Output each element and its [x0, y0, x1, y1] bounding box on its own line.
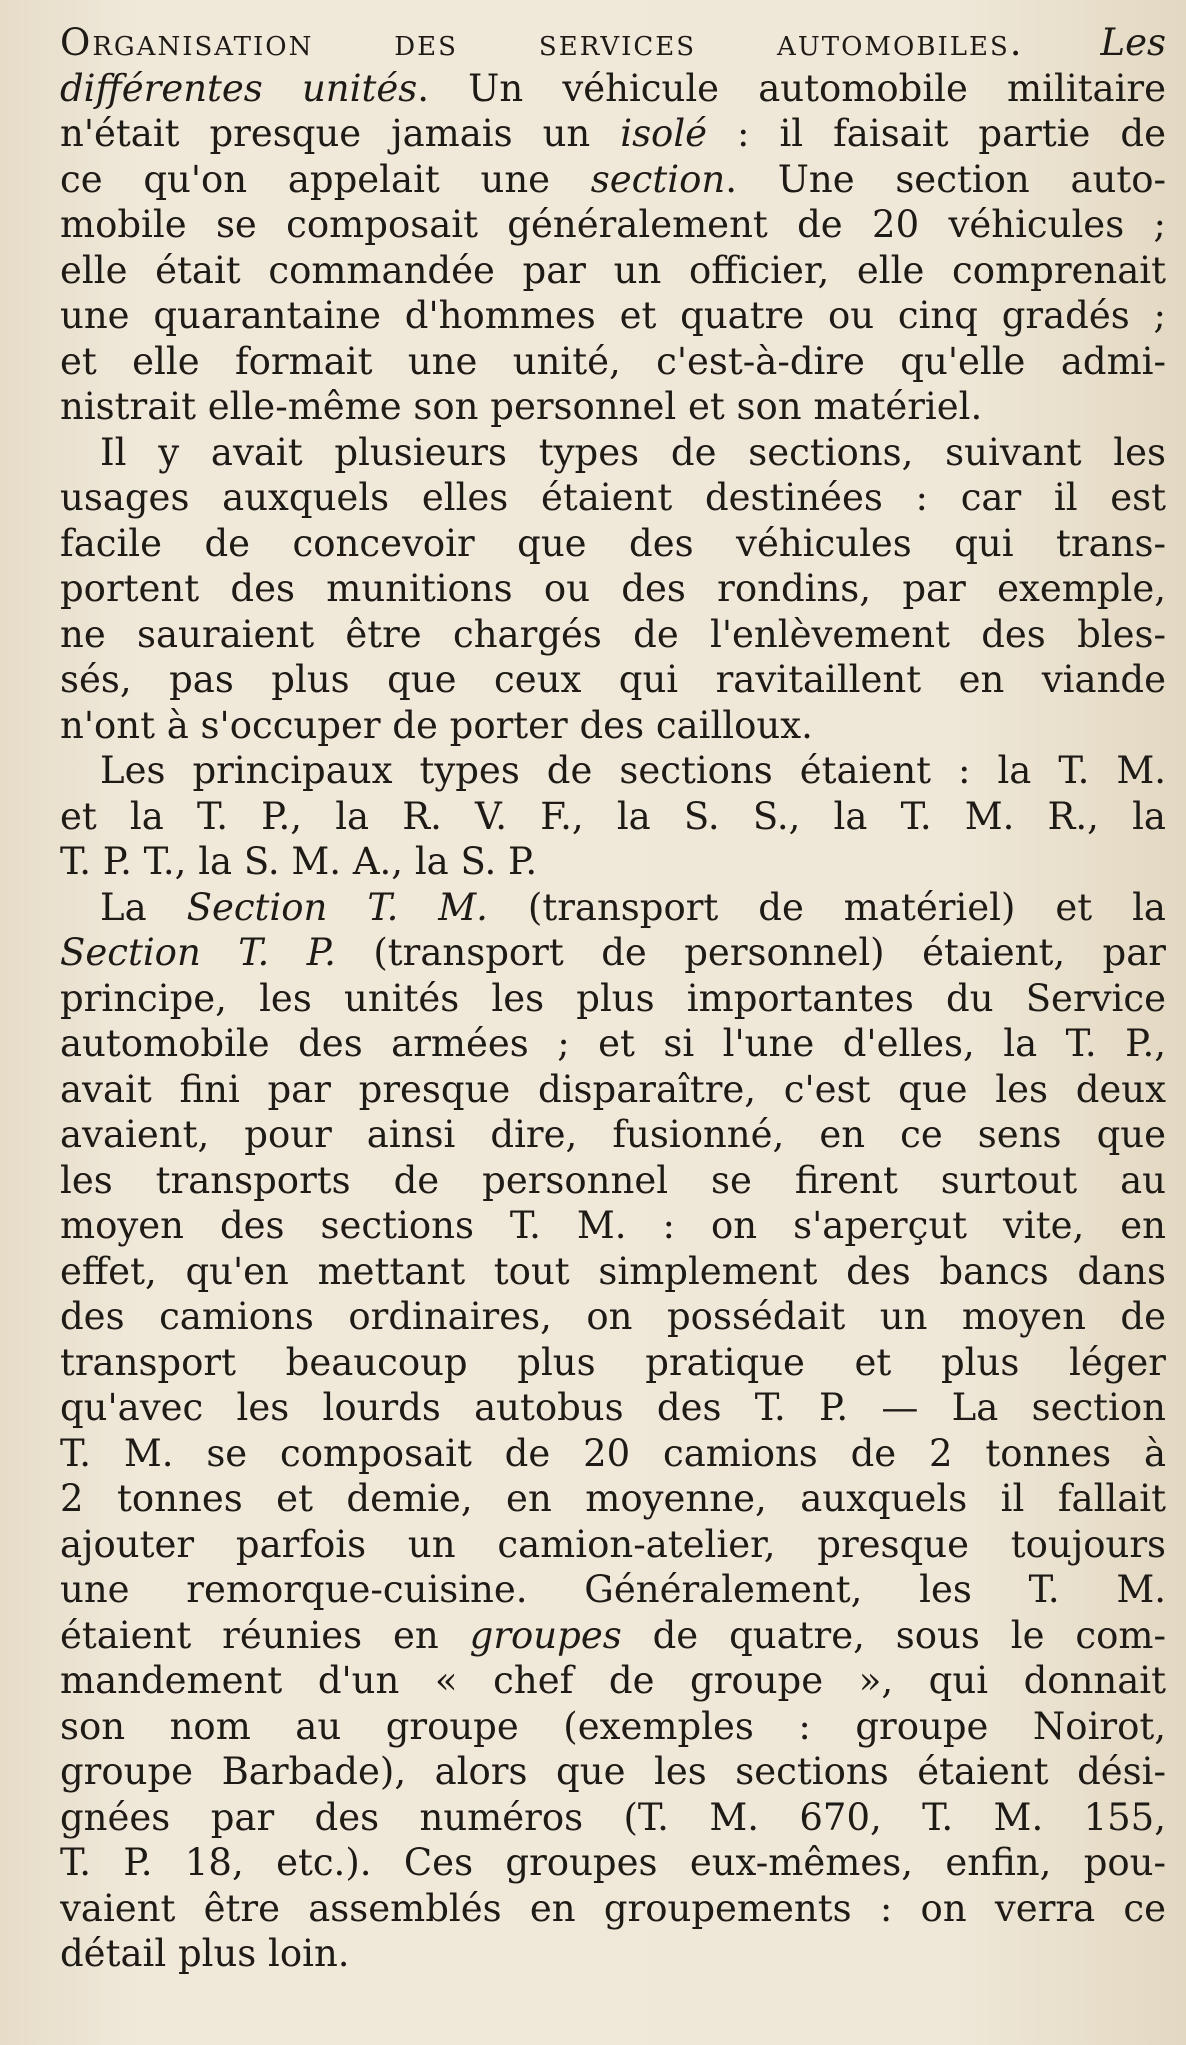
text-run: moyen des sections T. M. : on s'aperçut vite, en — [60, 1204, 1166, 1247]
text-run: T. P. 18, etc.). Ces groupes eux-mêmes, enfin, pou- — [60, 1841, 1166, 1884]
text-line — [60, 66, 1166, 112]
text-run: facile de concevoir que des véhicules qui trans- — [60, 521, 1166, 565]
text-line — [60, 976, 1166, 1022]
text-run: Les principaux types de sections étaient : la T. M. — [100, 749, 1166, 792]
text-run: n'était presque jamais un — [60, 112, 621, 155]
text-run: effet, qu'en mettant tout simplement des bancs dans — [60, 1249, 1166, 1293]
text-run: T. P. T., la S. M. A., la S. P. — [60, 840, 538, 883]
text-run: n'ont à s'occuper de porter des cailloux. — [60, 703, 813, 747]
text-run: . Une section auto- — [725, 157, 1166, 201]
text-run: (transport de matériel) et la — [487, 885, 1166, 929]
paragraph — [60, 748, 1166, 885]
text-run: (transport de personnel) étaient, par — [335, 931, 1166, 974]
paragraph — [60, 20, 1166, 430]
text-run: elle était commandée par un officier, elle comprenait — [60, 248, 1166, 292]
text-run: et elle formait une unité, c'est-à-dire qu'elle admi- — [60, 339, 1166, 383]
italic-term: Section T. P. — [60, 931, 336, 974]
text-run: transport beaucoup plus pratique et plus léger — [60, 1340, 1166, 1384]
text-line — [60, 1704, 1166, 1750]
text-line — [60, 1522, 1166, 1568]
text-run: mandement d'un « chef de groupe », qui donnait — [60, 1659, 1166, 1702]
text-run: étaient réunies en — [60, 1613, 470, 1657]
text-run: . Un véhicule automobile militaire — [417, 66, 1166, 110]
text-run: une quarantaine d'hommes et quatre ou cinq gradés ; — [60, 294, 1166, 337]
text-run: avaient, pour ainsi dire, fusionné, en ce sens que — [60, 1113, 1166, 1156]
text-run: nistrait elle-même son personnel et son matériel. — [60, 385, 983, 428]
text-line — [60, 612, 1166, 658]
text-run: de quatre, sous le com- — [621, 1613, 1166, 1657]
text-run: ce qu'on appelait une — [60, 157, 591, 201]
text-run: sés, pas plus que ceux qui ravitaillent en viande — [60, 658, 1166, 701]
text-run: 2 tonnes et demie, en moyenne, auxquels il fallait — [60, 1477, 1166, 1520]
text-line — [60, 1795, 1166, 1841]
text-run: . — [1009, 21, 1101, 64]
text-run: ne sauraient être chargés de l'enlèvement des bles- — [60, 612, 1166, 656]
text-run: portent des munitions ou des rondins, par exemple, — [60, 567, 1166, 610]
text-run: et la T. P., la R. V. F., la S. S., la T. M. R., la — [60, 794, 1166, 838]
text-line — [60, 430, 1166, 476]
text-line — [60, 1749, 1166, 1795]
document-page — [60, 20, 1166, 2030]
text-line — [60, 1658, 1166, 1704]
text-run: La — [100, 885, 187, 929]
text-line — [60, 885, 1166, 931]
text-line — [60, 248, 1166, 294]
text-line — [60, 111, 1166, 157]
text-line — [60, 1431, 1166, 1477]
text-line — [60, 20, 1166, 66]
text-line — [60, 521, 1166, 567]
text-line — [60, 930, 1166, 976]
text-line — [60, 1294, 1166, 1340]
text-line — [60, 839, 1166, 885]
text-line — [60, 157, 1166, 203]
text-run: qu'avec les lourds autobus des T. P. — La section — [60, 1386, 1166, 1429]
text-line — [60, 1385, 1166, 1431]
text-run: détail plus loin. — [60, 1932, 350, 1975]
italic-term: groupes — [469, 1613, 622, 1657]
text-run: avait fini par presque disparaître, c'est que les deux — [60, 1067, 1166, 1111]
text-line — [60, 339, 1166, 385]
text-line — [60, 1886, 1166, 1932]
text-line — [60, 1931, 1166, 1977]
text-line — [60, 1476, 1166, 1522]
italic-term: Les — [1100, 21, 1166, 64]
text-run: gnées par des numéros (T. M. 670, T. M. 155, — [60, 1795, 1166, 1839]
italic-term: différentes unités — [60, 66, 418, 110]
text-line — [60, 1567, 1166, 1613]
text-run: une remorque-cuisine. Généralement, les T. M. — [60, 1568, 1166, 1611]
italic-term: section — [590, 157, 726, 201]
text-run: les transports de personnel se firent surtout au — [60, 1158, 1166, 1202]
paragraph — [60, 885, 1166, 1977]
text-line — [60, 475, 1166, 521]
text-run: Il y avait plusieurs types de sections, suivant les — [100, 430, 1166, 474]
text-line — [60, 657, 1166, 703]
italic-term: isolé — [620, 112, 708, 155]
text-line — [60, 794, 1166, 840]
text-line — [60, 1158, 1166, 1204]
paragraph — [60, 430, 1166, 749]
text-line — [60, 1203, 1166, 1249]
text-line — [60, 384, 1166, 430]
text-line — [60, 1613, 1166, 1659]
text-run: son nom au groupe (exemples : groupe Noirot, — [60, 1704, 1166, 1748]
text-line — [60, 1112, 1166, 1158]
italic-term: Section T. M. — [186, 885, 488, 929]
text-run: mobile se composait généralement de 20 véhicules ; — [60, 203, 1166, 246]
text-run: des camions ordinaires, on possédait un moyen de — [60, 1295, 1166, 1338]
text-line — [60, 566, 1166, 612]
text-line — [60, 748, 1166, 794]
text-line — [60, 703, 1166, 749]
text-line — [60, 1840, 1166, 1886]
text-run: T. M. se composait de 20 camions de 2 tonnes à — [60, 1431, 1166, 1475]
text-run: principe, les unités les plus importantes du Service — [60, 976, 1166, 1020]
text-run: automobile des armées ; et si l'une d'elles, la T. P., — [60, 1022, 1166, 1065]
text-line — [60, 202, 1166, 248]
text-run: ajouter parfois un camion-atelier, presque toujours — [60, 1522, 1166, 1566]
text-run: usages auxquels elles étaient destinées : car il est — [60, 476, 1166, 519]
text-line — [60, 1021, 1166, 1067]
text-run: vaient être assemblés en groupements : on verra ce — [60, 1886, 1166, 1930]
text-run: : il faisait partie de — [707, 112, 1166, 155]
section-heading: Organisation des services automobiles — [60, 21, 1010, 64]
text-line — [60, 293, 1166, 339]
text-line — [60, 1067, 1166, 1113]
text-line — [60, 1249, 1166, 1295]
text-line — [60, 1340, 1166, 1386]
text-run: groupe Barbade), alors que les sections étaient dési- — [60, 1750, 1166, 1793]
